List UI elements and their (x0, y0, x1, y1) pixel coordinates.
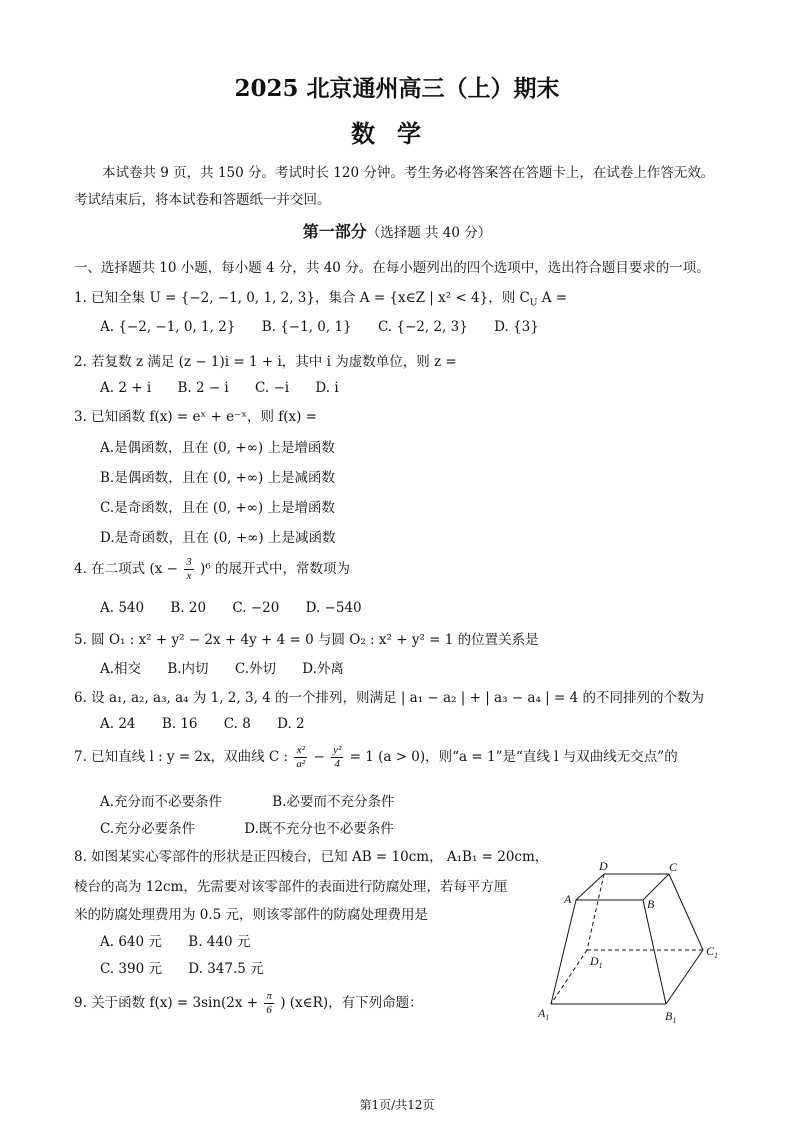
page-footer: 第1页/共12页 (359, 1098, 435, 1112)
label-c1-sub: 1 (714, 951, 719, 960)
section-title: 第一部分 (302, 222, 367, 241)
label-c: C (669, 860, 678, 874)
option: B. 440 元 (188, 934, 251, 950)
option: B. {−1, 0, 1} (261, 319, 352, 335)
label-a1-sub: 1 (545, 1013, 550, 1022)
label-a: A (564, 892, 572, 906)
question-1-sub: U (529, 298, 538, 309)
question-4-stem (74, 556, 350, 583)
label-a1 (537, 1006, 549, 1022)
label-b1-letter: B (665, 1009, 673, 1023)
option: C.是奇函数，且在 (0, +∞) 上是增函数 (100, 500, 335, 516)
option: D. −540 (305, 600, 362, 616)
question-7-options-row-1 (100, 790, 395, 810)
edge-bb1 (643, 900, 666, 1004)
fraction-numerator: x² (294, 744, 307, 758)
question-7-post: = 1 (a > 0)，则“a = 1”是“直线 l 与双曲线无交点”的 (349, 749, 678, 765)
option: C.外切 (234, 661, 276, 677)
question-5-stem: 5. 圆 O₁ : x² + y² − 2x + 4y + 4 = 0 与圆 O₂ : x² + y² = 1 的位置关系是 (74, 632, 539, 648)
option: B.是偶函数，且在 (0, +∞) 上是减函数 (100, 470, 336, 486)
question-9-pre: 9. 关于函数 f(x) = 3sin(2x + (74, 995, 259, 1011)
fraction-numerator: 3 (186, 556, 192, 568)
option: D.既不充分也不必要条件 (244, 821, 394, 837)
edge-b1c1 (666, 950, 703, 1004)
fraction-denominator: a² (296, 758, 306, 770)
option: B. 2 − i (177, 380, 229, 396)
fraction (184, 556, 194, 583)
question-2-stem: 2. 若复数 z 满足 (z − 1)i = 1 + i，其中 i 为虚数单位，则 z = (74, 354, 457, 370)
question-9-post: ) (x∈R)，有下列命题： (280, 995, 423, 1011)
label-b: B (647, 897, 655, 911)
question-3-stem: 3. 已知函数 f(x) = eˣ + e⁻ˣ，则 f(x) = (74, 409, 317, 425)
section-note: （选择题 共 40 分） (366, 225, 492, 241)
instruction: 一、选择题共 10 小题，每小题 4 分，共 40 分。在每小题列出的四个选项中，选出符合题目要求的一项。 (74, 260, 710, 276)
question-1-stem (74, 286, 567, 309)
option: D.是奇函数，且在 (0, +∞) 上是减函数 (100, 530, 336, 546)
question-8-line-2: 棱台的高为 12cm，先需要对该零部件的表面进行防腐处理，若每平方厘 (74, 879, 508, 895)
subject-title: 数学 (351, 119, 443, 148)
question-2-options (100, 380, 361, 396)
option: A. 24 (100, 716, 136, 732)
label-c1 (706, 944, 718, 960)
option: A.是偶函数，且在 (0, +∞) 上是增函数 (100, 440, 335, 456)
option: A. 2 + i (100, 380, 152, 396)
fraction-numerator: y² (333, 744, 342, 756)
fraction-denominator: x (186, 570, 192, 582)
option: C. 390 元 (100, 961, 162, 977)
question-4-post: )⁶ 的展开式中，常数项为 (200, 561, 351, 577)
question-8-line-3: 米的防腐处理费用为 0.5 元，则该零部件的防腐处理费用是 (74, 907, 429, 923)
edge-d1a1 (551, 950, 587, 1004)
option: B. 20 (170, 600, 207, 616)
label-a1-letter: A (538, 1006, 546, 1020)
label-b1 (665, 1009, 676, 1024)
question-7-pre: 7. 已知直线 l : y = 2x，双曲线 C : (74, 749, 289, 765)
option: D. {3} (494, 319, 539, 335)
question-1-options (100, 319, 561, 335)
edge-cc1 (669, 874, 703, 950)
question-7-options-row-2 (100, 817, 394, 837)
edge-da (576, 874, 604, 900)
option: C.充分必要条件 (100, 821, 196, 837)
question-7-stem (74, 744, 678, 771)
option: A. 540 (100, 600, 145, 616)
frustum-figure (528, 852, 728, 1024)
option: D. 347.5 元 (188, 961, 264, 977)
option: C. −i (255, 380, 290, 396)
option: A.相交 (100, 661, 142, 677)
option: B.内切 (167, 661, 209, 677)
option: C. {−2, 2, 3} (377, 319, 468, 335)
question-4-options (100, 600, 384, 616)
question-5-options (100, 657, 366, 677)
question-1-tail: A = (541, 290, 568, 306)
option: A. 640 元 (100, 934, 162, 950)
edge-dd1 (587, 874, 604, 950)
fraction-numerator: π (266, 990, 272, 1002)
option: D.外离 (302, 661, 344, 677)
question-8-options-row-1 (100, 930, 250, 950)
option: D. 2 (277, 716, 305, 732)
edge-aa1 (551, 900, 576, 1004)
label-d1 (589, 954, 603, 970)
option: D. i (315, 380, 339, 396)
question-6-stem: 6. 设 a₁, a₂, a₃, a₄ 为 1, 2, 3, 4 的一个排列，则满足 | a₁ − a₂ | + | a₃ − a₄ | = 4 的不同排列的个数为 (74, 690, 704, 706)
minus-sign: − (313, 749, 325, 765)
option: C. −20 (232, 600, 280, 616)
fraction (294, 744, 307, 771)
question-4-pre: 4. 在二项式 (x − (74, 561, 178, 577)
fraction-denominator: 6 (266, 1004, 272, 1016)
question-8-line-1: 8. 如图某实心零部件的形状是正四棱台，已知 AB = 10cm， A₁B₁ = 20cm， (74, 849, 549, 865)
question-1-text: 1. 已知全集 U = {−2, −1, 0, 1, 2, 3}，集合 A = {x∈Z | x² < 4}，则 C (74, 290, 530, 306)
exam-title: 2025 北京通州高三（上）期末 (234, 75, 560, 102)
section-heading (0, 219, 794, 242)
question-6-options (100, 716, 327, 732)
intro-paragraph: 本试卷共 9 页，共 150 分。考试时长 120 分钟。考生务必将答案答在答题卡上，在试卷上作答无效。考试结束后，将本试卷和答题纸一并交回。 (74, 165, 715, 208)
question-9-stem (74, 990, 423, 1017)
label-d1-letter: D (590, 954, 599, 968)
label-d1-sub: 1 (598, 961, 603, 970)
fraction (264, 990, 274, 1017)
option: B. 16 (161, 716, 198, 732)
question-8-options-row-2 (100, 957, 264, 977)
label-b1-sub: 1 (672, 1016, 677, 1024)
fraction-denominator: 4 (334, 758, 340, 770)
option: A.充分而不必要条件 (100, 794, 223, 810)
fraction (331, 744, 343, 771)
option: A. {−2, −1, 0, 1, 2} (100, 319, 236, 335)
label-c1-letter: C (706, 944, 715, 958)
label-d: D (599, 859, 608, 873)
option: C. 8 (223, 716, 251, 732)
option: B.必要而不充分条件 (272, 794, 395, 810)
